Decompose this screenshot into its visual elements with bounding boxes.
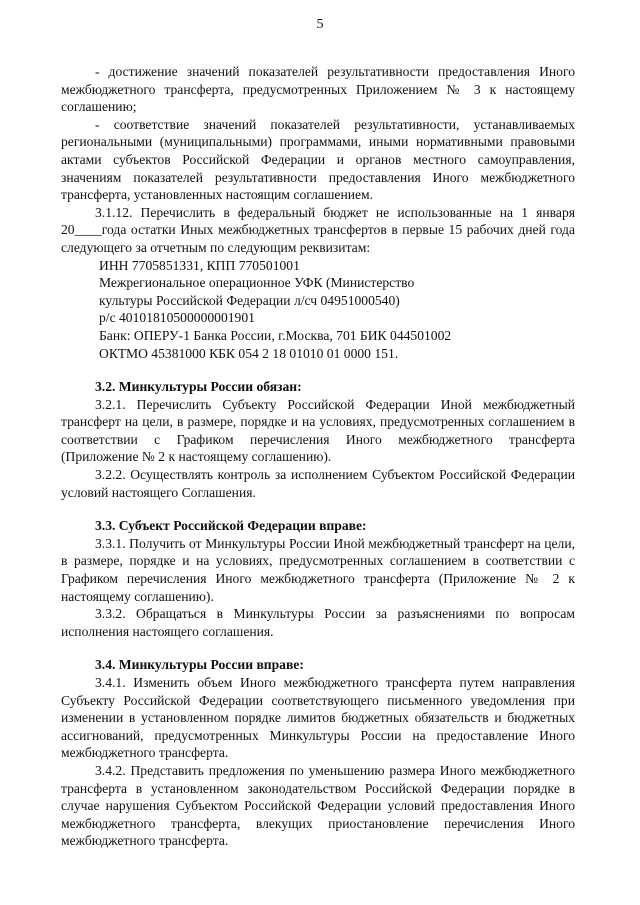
requisite-line: культуры Российской Федерации л/сч 04951000540) (99, 292, 400, 308)
bullet-paragraph: - достижение значений показателей результативности предоставления Иного межбюджетного трансферта, предусмотренных Приложением № 3 к настоящему соглашению; (61, 64, 575, 115)
section-heading: 3.3. Субъект Российской Федерации вправе: (95, 518, 367, 534)
page-number: 5 (316, 17, 324, 32)
requisite-line: ОКТМО 45381000 КБК 054 2 18 01010 01 0000 151. (99, 345, 399, 361)
requisite-line: Межрегиональное операционное УФК (Министерство (99, 275, 415, 291)
clause-3-1-12: 3.1.12. Перечислить в федеральный бюджет не использованные на 1 января 20____года остатки Иных межбюджетных трансфертов в первые 15 рабочих дней года следующего за отчетным по следующим реквизитам: (61, 204, 575, 255)
clause-paragraph: 3.2.2. Осуществлять контроль за исполнением Субъектом Российской Федерации условий настоящего Соглашения. (61, 467, 575, 500)
clause-paragraph: 3.3.2. Обращаться в Минкультуры России за разъяснениями по вопросам исполнения настоящего соглашения. (61, 606, 575, 639)
requisite-line: ИНН 7705851331, КПП 770501001 (99, 257, 300, 273)
section-heading: 3.2. Минкультуры России обязан: (95, 379, 302, 395)
requisite-line: р/с 40101810500000001901 (99, 310, 255, 326)
document-body (61, 63, 575, 850)
clause-paragraph: 3.3.1. Получить от Минкультуры России Иной межбюджетный трансферт на цели, в размере, порядке и на условиях, предусмотренных соглашением в соответствии с Графиком перечисления Иного межбюджетного трансферта (Приложение № 2 к настоящему соглашению). (61, 535, 575, 604)
clause-paragraph: 3.2.1. Перечислить Субъекту Российской Федерации Иной межбюджетный трансферт на цели, в размере, порядке и на условиях, предусмотренных соглашением в соответствии с Графиком перечисления Иного межбюджетного трансферта (Приложение № 2 к настоящему соглашению). (61, 396, 575, 465)
bank-requisites (61, 257, 575, 363)
clause-paragraph: 3.4.1. Изменить объем Иного межбюджетного трансферта путем направления Субъекту Российской Федерации соответствующего письменного уведомления при изменении в установленном порядке лимитов бюджетных обязательств и бюджетных ассигнований, предусмотренных Минкультуры России на предоставление Иного межбюджетного трансферта. (61, 675, 575, 761)
requisite-line: Банк: ОПЕРУ-1 Банка России, г.Москва, 701 БИК 044501002 (99, 327, 452, 343)
section-heading: 3.4. Минкультуры России вправе: (95, 657, 304, 673)
bullet-paragraph: - соответствие значений показателей результативности, устанавливаемых региональными (муниципальными) программами, иными нормативными правовыми актами субъектов Российской Федерации и органов местного самоуправления, значениям показателей результативности предоставления Иного межбюджетного трансферта, установленных настоящим соглашением. (61, 116, 575, 203)
clause-paragraph: 3.4.2. Представить предложения по уменьшению размера Иного межбюджетного трансферта в установленном законодательством Российской Федерации порядке в случае нарушения Субъектом Российской Федерации условий предоставления Иного межбюджетного трансферта, влекущих приостановление перечисления Иного межбюджетного трансферта. (61, 762, 575, 849)
